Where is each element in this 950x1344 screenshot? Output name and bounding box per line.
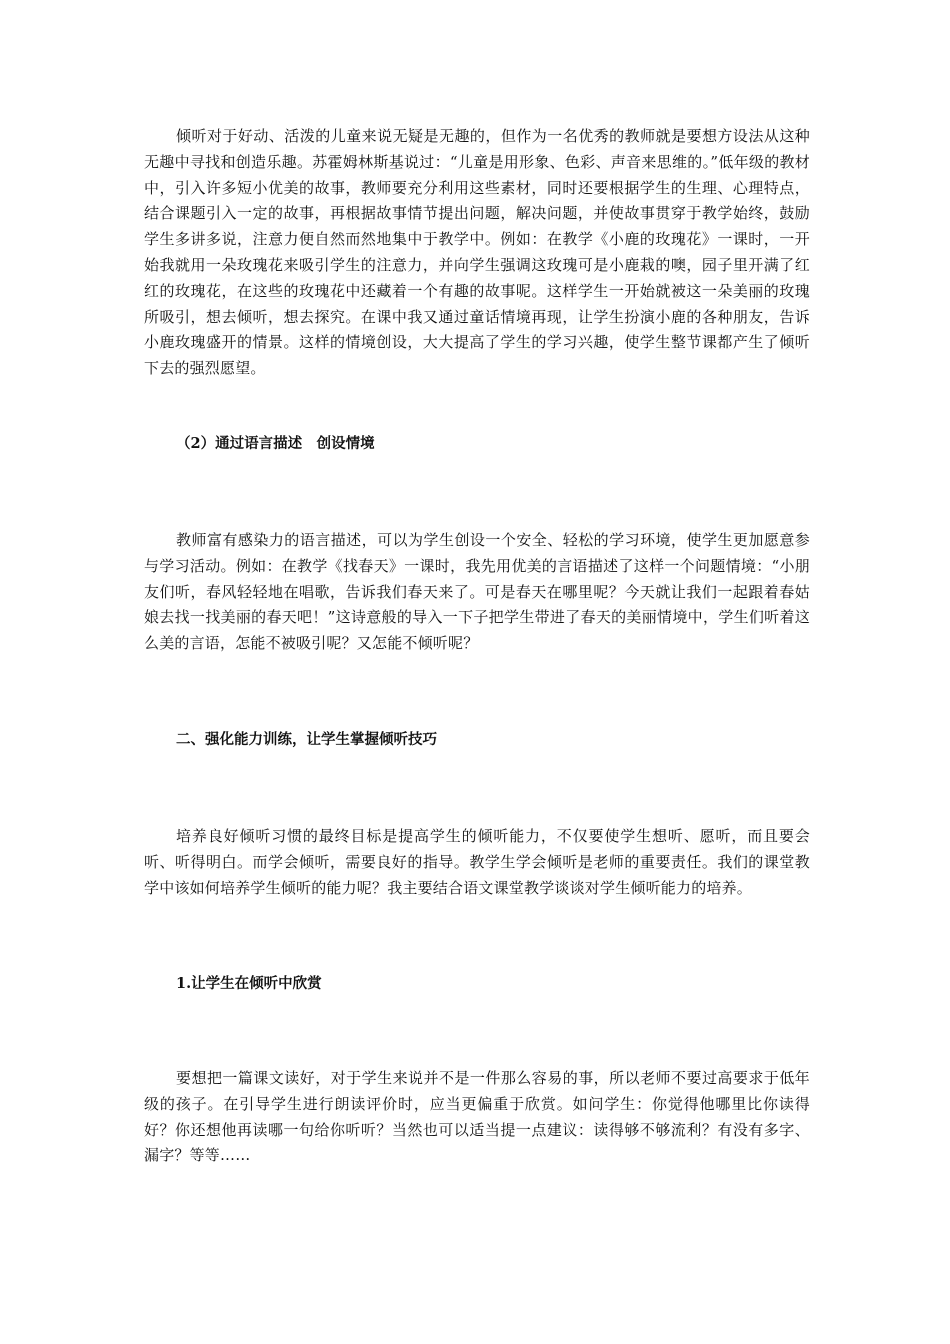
subheading-appreciation: 1.让学生在倾听中欣赏 — [176, 975, 322, 992]
paragraph-story-interest: 倾听对于好动、活泼的儿童来说无疑是无趣的，但作为一名优秀的教师就是要想方设法从这种无趣中寻找和创造乐趣。苏霍姆林斯基说过：“儿童是用形象、色彩、声音来思维的。”低年级的教材中，引入许多短小优美的故事，教师要充分利用这些素材，同时还要根据学生的生理、心理特点，结合课题引入一定的故事，再根据故事情节提出问题，解决问题，并使故事贯穿于教学始终，鼓励学生多讲多说，注意力便自然而然地集中于教学中。例如：在教学《小鹿的玫瑰花》一课时，一开始我就用一朵玫瑰花来吸引学生的注意力，并向学生强调这玫瑰可是小鹿栽的噢，园子里开满了红红的玫瑰花，在这些的玫瑰花中还藏着一个有趣的故事呢。这样学生一开始就被这一朵美丽的玫瑰所吸引，想去倾听，想去探究。在课中我又通过童话情境再现，让学生扮演小鹿的各种朋友，告诉小鹿玫瑰盛开的情景。这样的情境创设，大大提高了学生的学习兴趣，使学生整节课都产生了倾听下去的强烈愿望。 — [144, 127, 810, 378]
section-heading-listening-skills: 二、强化能力训练，让学生掌握倾听技巧 — [176, 731, 437, 748]
subheading-language-description: （2）通过语言描述 创设情境 — [176, 435, 375, 452]
paragraph-reading-evaluation: 要想把一篇课文读好，对于学生来说并不是一件那么容易的事，所以老师不要过高要求于低年级的孩子。在引导学生进行朗读评价时，应当更偏重于欣赏。如问学生：你觉得他哪里比你读得好？你还想他再读哪一句给你听听？当然也可以适当提一点建议：读得够不够流利？有没有多字、漏字？等等…… — [144, 1069, 810, 1165]
paragraph-listening-ability: 培养良好倾听习惯的最终目标是提高学生的倾听能力，不仅要使学生想听、愿听，而且要会听、听得明白。而学会倾听，需要良好的指导。教学生学会倾听是老师的重要责任。我们的课堂教学中该如何培养学生倾听的能力呢？我主要结合语文课堂教学谈谈对学生倾听能力的培养。 — [144, 827, 810, 897]
paragraph-language-scene: 教师富有感染力的语言描述，可以为学生创设一个安全、轻松的学习环境，使学生更加愿意参与学习活动。例如：在教学《找春天》一课时，我先用优美的言语描述了这样一个问题情境：“小朋友们听，春风轻轻地在唱歌，告诉我们春天来了。可是春天在哪里呢？今天就让我们一起跟着春姑娘去找一找美丽的春天吧！”这诗意般的导入一下子把学生带进了春天的美丽情境中，学生们听着这么美的言语，怎能不被吸引呢？又怎能不倾听呢？ — [144, 531, 810, 653]
